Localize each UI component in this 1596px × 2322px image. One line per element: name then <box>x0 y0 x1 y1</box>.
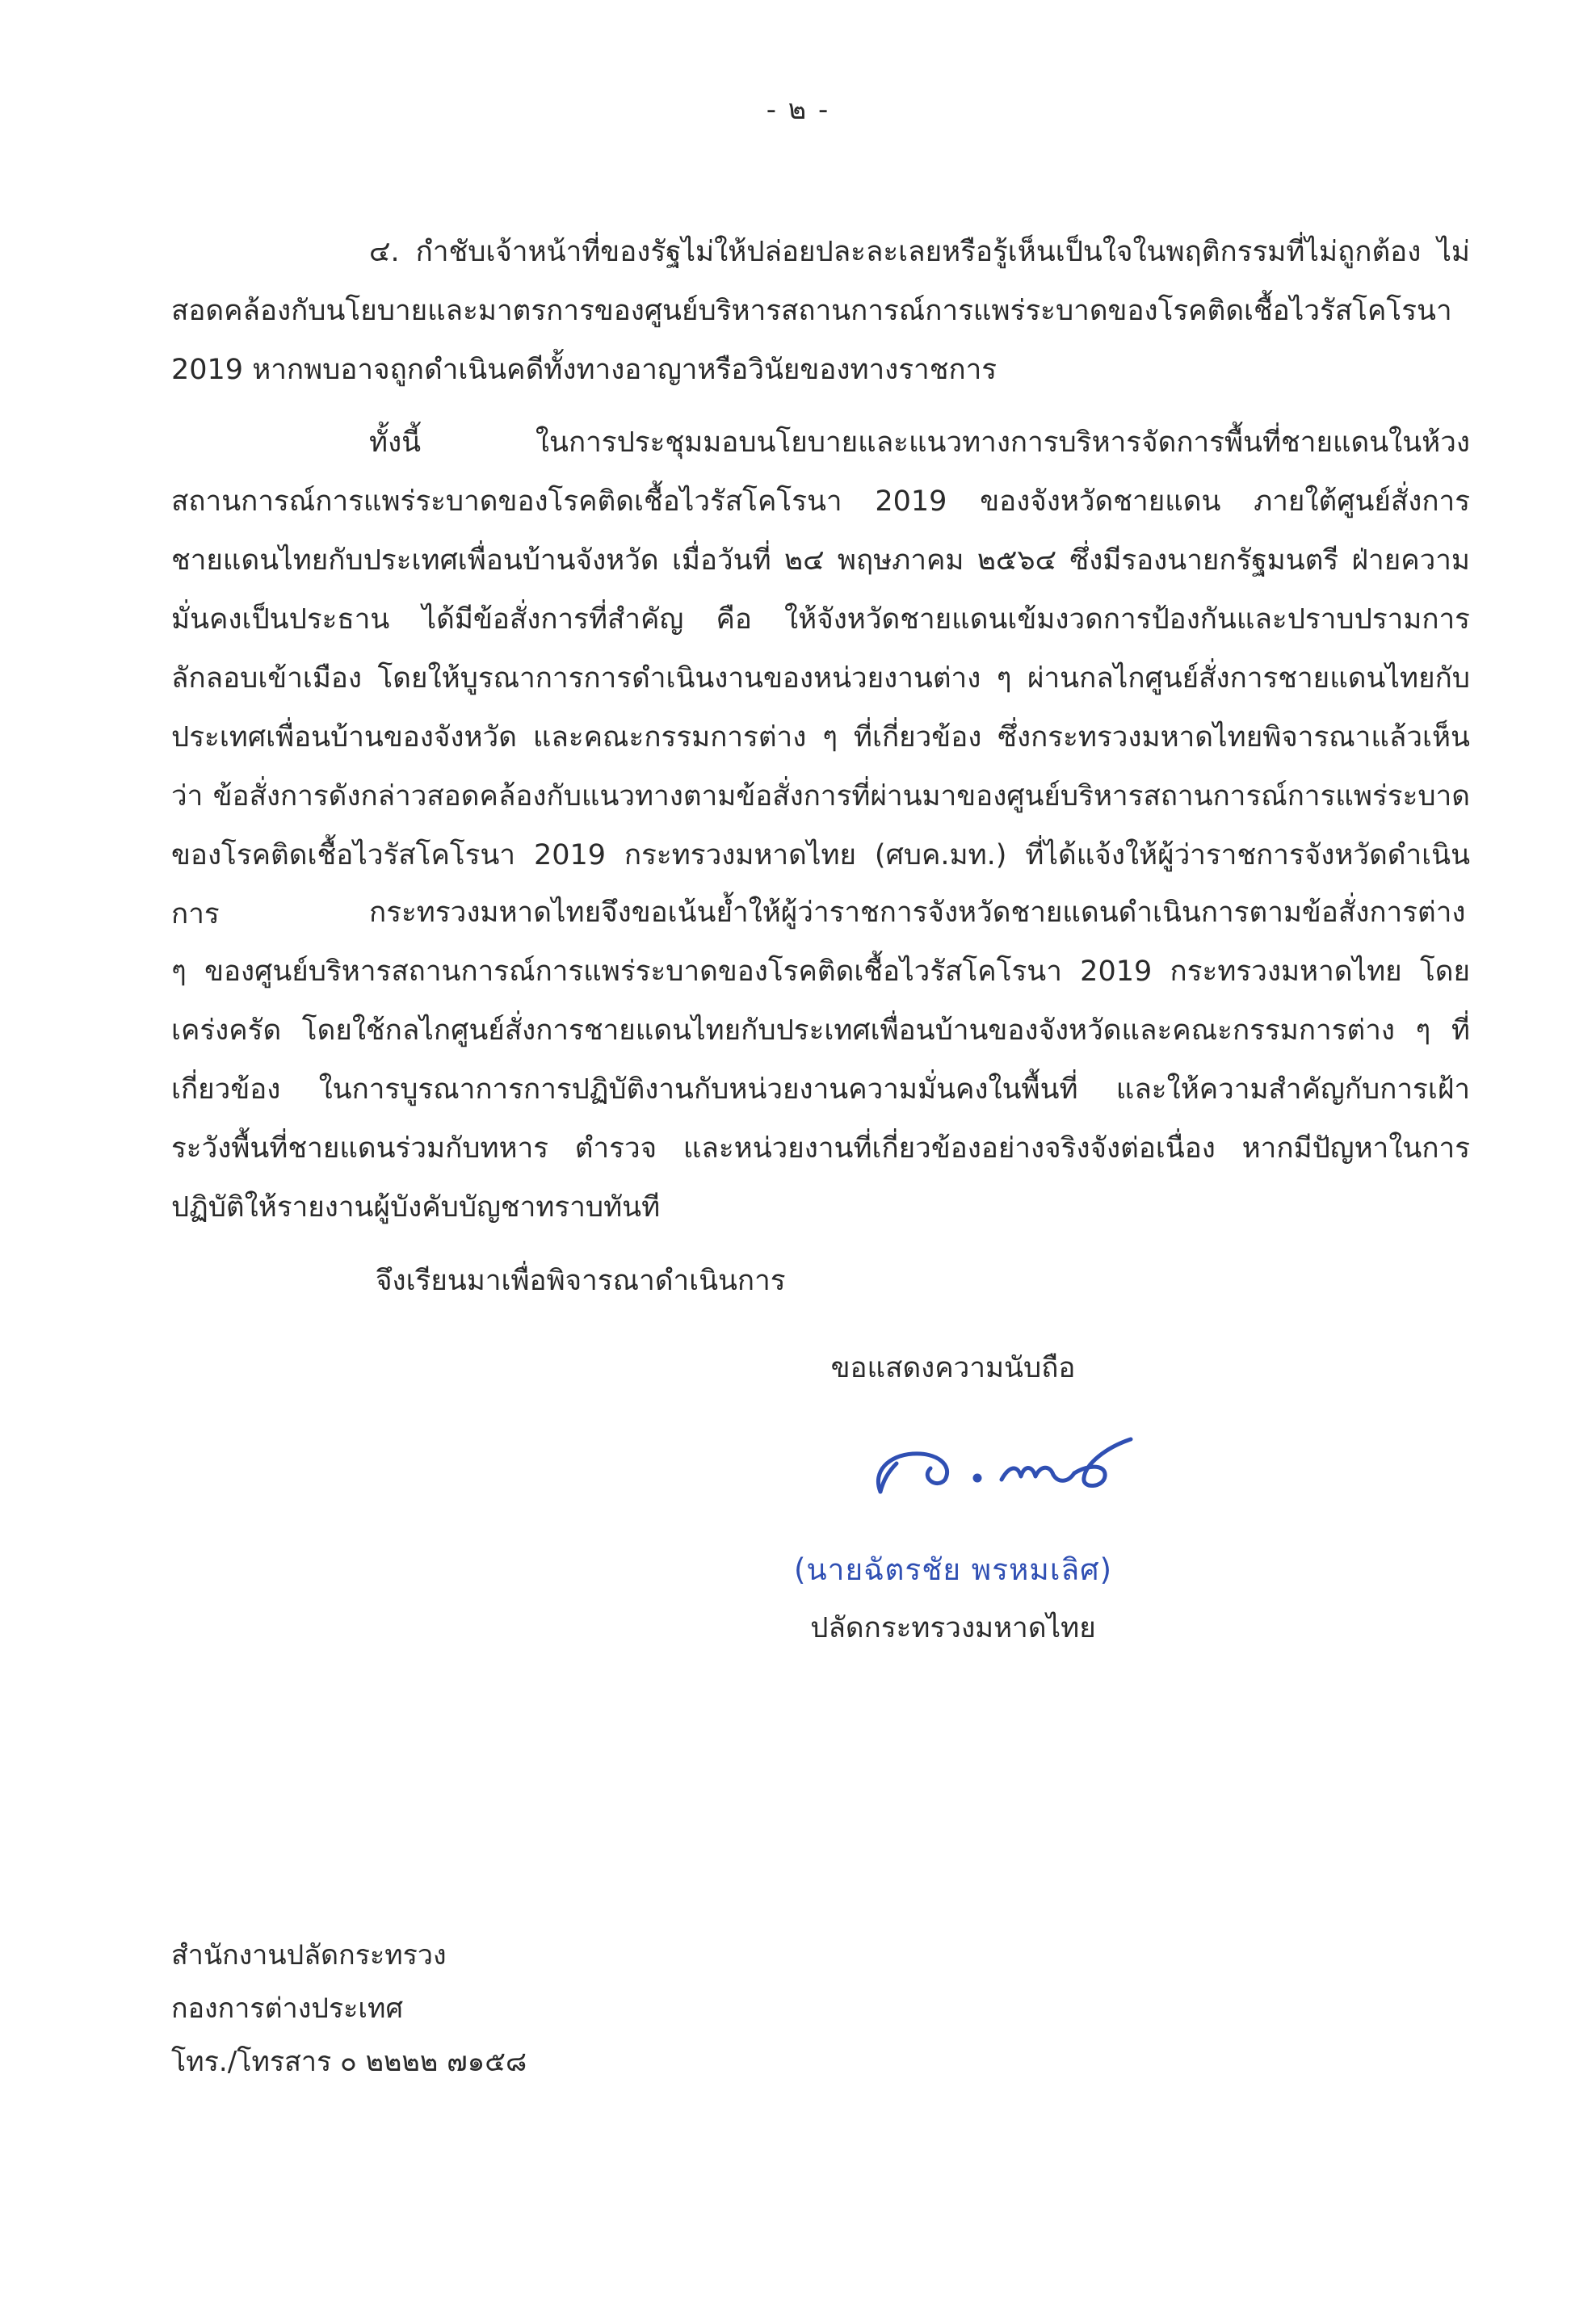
paragraph-item-4: ๔. กำชับเจ้าหน้าที่ของรัฐไม่ให้ปล่อยปละละเลยหรือรู้เห็นเป็นใจในพฤติกรรมที่ไม่ถูกต้อง ไม่สอดคล้องกับนโยบายและมาตรการของศูนย์บริหารสถานการณ์การแพร่ระบาดของโรคติดเชื้อไวรัสโคโรนา 2019 หากพบอาจถูกดำเนินคดีทั้งทางอาญาหรือวินัยของทางราชการ <box>171 236 1470 386</box>
closing-line: จึงเรียนมาเพื่อพิจารณาดำเนินการ <box>376 1265 786 1297</box>
signer-title: ปลัดกระทรวงมหาดไทย <box>810 1612 1096 1644</box>
footer-office: สำนักงานปลัดกระทรวง <box>171 1939 447 1971</box>
paragraph-emphasis: กระทรวงมหาดไทยจึงขอเน้นย้ำให้ผู้ว่าราชการจังหวัดชายแดนดำเนินการตามข้อสั่งการต่าง ๆ ของศูนย์บริหารสถานการณ์การแพร่ระบาดของโรคติดเชื้อไวรัสโคโรนา 2019 กระทรวงมหาดไทย โดยเคร่งครัด โดยใช้กลไกศูนย์สั่งการชายแดนไทยกับประเทศเพื่อนบ้านของจังหวัดและคณะกรรมการต่าง ๆ ที่เกี่ยวข้อง ในการบูรณาการการปฏิบัติงานกับหน่วยงานความมั่นคงในพื้นที่ และให้ความสำคัญกับการเฝ้าระวังพื้นที่ชายแดนร่วมกับทหาร ตำรวจ และหน่วยงานที่เกี่ยวข้องอย่างจริงจังต่อเนื่อง หากมีปัญหาในการปฏิบัติให้รายงานผู้บังคับบัญชาทราบทันที <box>171 896 1470 1224</box>
handwritten-signature <box>856 1415 1163 1512</box>
signer-name: (นายฉัตรชัย พรหมเลิศ) <box>793 1552 1113 1587</box>
footer-division: กองการต่างประเทศ <box>171 1992 404 2025</box>
regards-text: ขอแสดงความนับถือ <box>830 1352 1076 1384</box>
footer-contact-block <box>171 1929 527 2089</box>
footer-contact: โทร./โทรสาร ๐ ๒๒๒๒ ๗๑๕๘ <box>171 2046 527 2078</box>
paragraph-meeting-directive: ทั้งนี้ ในการประชุมมอบนโยบายและแนวทางการบริหารจัดการพื้นที่ชายแดนในห้วงสถานการณ์การแพร่ระบาดของโรคติดเชื้อไวรัสโคโรนา 2019 ของจังหวัดชายแดน ภายใต้ศูนย์สั่งการชายแดนไทยกับประเทศเพื่อนบ้านจังหวัด เมื่อวันที่ ๒๔ พฤษภาคม ๒๕๖๔ ซึ่งมีรองนายกรัฐมนตรี ฝ่ายความมั่นคงเป็นประธาน ได้มีข้อสั่งการที่สำคัญ คือ ให้จังหวัดชายแดนเข้มงวดการป้องกันและปราบปรามการลักลอบเข้าเมือง โดยให้บูรณาการการดำเนินงานของหน่วยงานต่าง ๆ ผ่านกลไกศูนย์สั่งการชายแดนไทยกับประเทศเพื่อนบ้านของจังหวัด และคณะกรรมการต่าง ๆ ที่เกี่ยวข้อง ซึ่งกระทรวงมหาดไทยพิจารณาแล้วเห็นว่า ข้อสั่งการดังกล่าวสอดคล้องกับแนวทางตามข้อสั่งการที่ผ่านมาของศูนย์บริหารสถานการณ์การแพร่ระบาดของโรคติดเชื้อไวรัสโคโรนา 2019 กระทรวงมหาดไทย (ศบค.มท.) ที่ได้แจ้งให้ผู้ว่าราชการจังหวัดดำเนินการ <box>171 426 1470 930</box>
page-number: - ๒ - <box>766 94 830 126</box>
